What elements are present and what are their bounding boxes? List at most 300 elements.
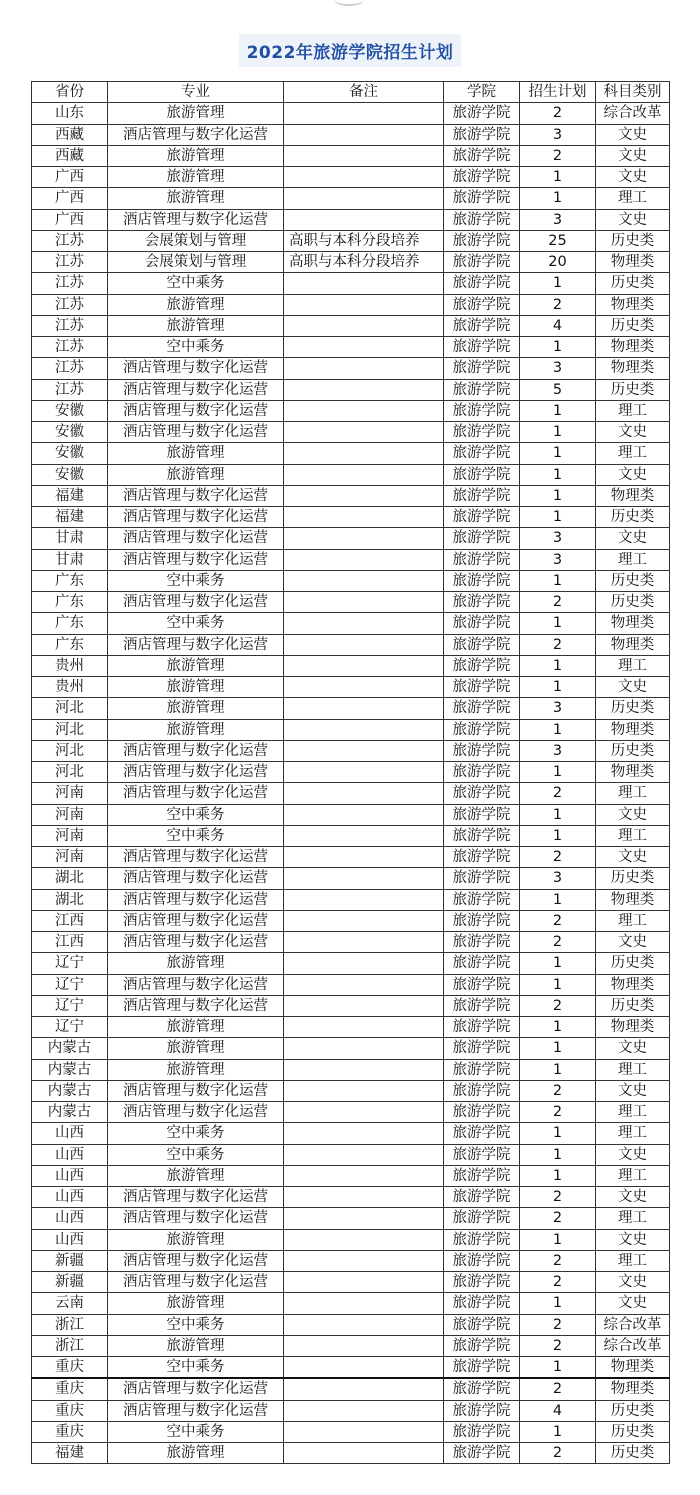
cell-subject-type: 历史类: [596, 1421, 670, 1442]
table-row: [32, 634, 670, 655]
cell-college: 旅游学院: [444, 932, 520, 953]
cell-major: 旅游管理: [108, 719, 284, 740]
cell-note: [284, 1272, 444, 1293]
cell-major: 空中乘务: [108, 1123, 284, 1144]
cell-province: 辽宁: [32, 974, 108, 995]
table-row: [32, 1080, 670, 1101]
cell-college: 旅游学院: [444, 145, 520, 166]
cell-plan-count: 2: [520, 1208, 596, 1229]
cell-note: [284, 740, 444, 761]
cell-subject-type: 理工: [596, 549, 670, 570]
cell-plan-count: 2: [520, 634, 596, 655]
table-row: [32, 422, 670, 443]
cell-major: 旅游管理: [108, 188, 284, 209]
cell-subject-type: 历史类: [596, 273, 670, 294]
cell-note: [284, 1443, 444, 1464]
table-row: [32, 719, 670, 740]
cell-note: [284, 464, 444, 485]
cell-major: 酒店管理与数字化运营: [108, 868, 284, 889]
cell-subject-type: 历史类: [596, 1443, 670, 1464]
cell-note: [284, 1378, 444, 1400]
cell-major: 旅游管理: [108, 698, 284, 719]
cell-note: [284, 1144, 444, 1165]
cell-major: 空中乘务: [108, 1421, 284, 1442]
cell-province: 安徽: [32, 464, 108, 485]
cell-subject-type: 历史类: [596, 698, 670, 719]
table-row: [32, 932, 670, 953]
page-title: 2022年旅游学院招生计划: [239, 34, 462, 67]
cell-college: 旅游学院: [444, 1229, 520, 1250]
cell-province: 山西: [32, 1165, 108, 1186]
table-row: [32, 1250, 670, 1271]
cell-college: 旅游学院: [444, 443, 520, 464]
cell-note: [284, 443, 444, 464]
cell-subject-type: 物理类: [596, 719, 670, 740]
table-row: [32, 1144, 670, 1165]
cell-note: [284, 528, 444, 549]
cell-note: [284, 910, 444, 931]
cell-major: 旅游管理: [108, 1059, 284, 1080]
cell-province: 广东: [32, 613, 108, 634]
table-row: [32, 1187, 670, 1208]
cell-note: [284, 1293, 444, 1314]
cell-province: 山西: [32, 1208, 108, 1229]
cell-note: [284, 570, 444, 591]
cell-major: 酒店管理与数字化运营: [108, 549, 284, 570]
table-row: [32, 230, 670, 251]
cell-subject-type: 物理类: [596, 1017, 670, 1038]
cell-major: 酒店管理与数字化运营: [108, 1080, 284, 1101]
cell-college: 旅游学院: [444, 889, 520, 910]
cell-province: 江苏: [32, 294, 108, 315]
cell-note: [284, 719, 444, 740]
cell-plan-count: 2: [520, 995, 596, 1016]
cell-plan-count: 1: [520, 613, 596, 634]
cell-major: 酒店管理与数字化运营: [108, 783, 284, 804]
cell-province: 安徽: [32, 422, 108, 443]
cell-subject-type: 文史: [596, 804, 670, 825]
cell-subject-type: 理工: [596, 1102, 670, 1123]
header-college: 学院: [444, 82, 520, 103]
cell-major: 旅游管理: [108, 464, 284, 485]
table-row: [32, 252, 670, 273]
cell-province: 山西: [32, 1123, 108, 1144]
table-row: [32, 1272, 670, 1293]
cell-plan-count: 1: [520, 825, 596, 846]
cell-college: 旅游学院: [444, 528, 520, 549]
cell-province: 重庆: [32, 1378, 108, 1400]
cell-province: 江苏: [32, 379, 108, 400]
cell-college: 旅游学院: [444, 1335, 520, 1356]
cell-college: 旅游学院: [444, 1080, 520, 1101]
cell-college: 旅游学院: [444, 698, 520, 719]
cell-subject-type: 文史: [596, 209, 670, 230]
cell-college: 旅游学院: [444, 740, 520, 761]
cell-college: 旅游学院: [444, 592, 520, 613]
cell-province: 河北: [32, 740, 108, 761]
cell-province: 广西: [32, 209, 108, 230]
cell-note: [284, 825, 444, 846]
cell-major: 旅游管理: [108, 1038, 284, 1059]
cell-province: 福建: [32, 507, 108, 528]
cell-college: 旅游学院: [444, 677, 520, 698]
cell-major: 旅游管理: [108, 294, 284, 315]
cell-subject-type: 文史: [596, 167, 670, 188]
cell-major: 酒店管理与数字化运营: [108, 1187, 284, 1208]
cell-subject-type: 理工: [596, 443, 670, 464]
table-row: [32, 315, 670, 336]
cell-major: 酒店管理与数字化运营: [108, 1272, 284, 1293]
cell-college: 旅游学院: [444, 167, 520, 188]
cell-college: 旅游学院: [444, 868, 520, 889]
cell-subject-type: 文史: [596, 422, 670, 443]
cell-note: [284, 103, 444, 124]
enrollment-plan-table: [31, 81, 670, 1464]
cell-major: 酒店管理与数字化运营: [108, 932, 284, 953]
cell-major: 旅游管理: [108, 167, 284, 188]
cell-plan-count: 2: [520, 910, 596, 931]
cell-subject-type: 文史: [596, 1293, 670, 1314]
cell-major: 酒店管理与数字化运营: [108, 358, 284, 379]
cell-note: [284, 1059, 444, 1080]
table-row: [32, 889, 670, 910]
table-row: [32, 1335, 670, 1356]
table-row: [32, 507, 670, 528]
cell-note: [284, 974, 444, 995]
cell-province: 广西: [32, 167, 108, 188]
table-row: [32, 1293, 670, 1314]
cell-major: 酒店管理与数字化运营: [108, 762, 284, 783]
cell-province: 新疆: [32, 1272, 108, 1293]
cell-note: [284, 1421, 444, 1442]
table-row: [32, 1229, 670, 1250]
cell-college: 旅游学院: [444, 315, 520, 336]
cell-subject-type: 文史: [596, 677, 670, 698]
cell-plan-count: 1: [520, 507, 596, 528]
cell-plan-count: 2: [520, 1080, 596, 1101]
cell-province: 江苏: [32, 230, 108, 251]
cell-subject-type: 理工: [596, 1123, 670, 1144]
cell-major: 酒店管理与数字化运营: [108, 889, 284, 910]
cell-college: 旅游学院: [444, 1357, 520, 1379]
table-row: [32, 1038, 670, 1059]
cell-plan-count: 4: [520, 1400, 596, 1421]
cell-note: [284, 655, 444, 676]
cell-college: 旅游学院: [444, 655, 520, 676]
cell-note: [284, 1250, 444, 1271]
table-row: [32, 1017, 670, 1038]
cell-subject-type: 文史: [596, 1187, 670, 1208]
cell-plan-count: 1: [520, 953, 596, 974]
cell-major: 酒店管理与数字化运营: [108, 209, 284, 230]
cell-province: 贵州: [32, 655, 108, 676]
table-row: [32, 1102, 670, 1123]
cell-note: [284, 485, 444, 506]
cell-major: 酒店管理与数字化运营: [108, 995, 284, 1016]
cell-college: 旅游学院: [444, 1272, 520, 1293]
cell-college: 旅游学院: [444, 1208, 520, 1229]
cell-subject-type: 文史: [596, 464, 670, 485]
cell-note: [284, 1400, 444, 1421]
cell-province: 新疆: [32, 1250, 108, 1271]
cell-province: 广东: [32, 592, 108, 613]
cell-college: 旅游学院: [444, 1017, 520, 1038]
table-row: [32, 847, 670, 868]
cell-plan-count: 1: [520, 443, 596, 464]
cell-subject-type: 物理类: [596, 485, 670, 506]
table-row: [32, 400, 670, 421]
cell-major: 旅游管理: [108, 953, 284, 974]
cell-subject-type: 历史类: [596, 1400, 670, 1421]
cell-subject-type: 文史: [596, 1144, 670, 1165]
table-row: [32, 1314, 670, 1335]
cell-plan-count: 2: [520, 103, 596, 124]
cell-subject-type: 历史类: [596, 592, 670, 613]
table-row: [32, 995, 670, 1016]
cell-subject-type: 综合改革: [596, 1314, 670, 1335]
cell-major: 酒店管理与数字化运营: [108, 974, 284, 995]
cell-plan-count: 1: [520, 655, 596, 676]
cell-plan-count: 1: [520, 400, 596, 421]
cell-college: 旅游学院: [444, 1314, 520, 1335]
cell-province: 辽宁: [32, 1017, 108, 1038]
cell-province: 河北: [32, 719, 108, 740]
table-row: [32, 592, 670, 613]
cell-subject-type: 文史: [596, 847, 670, 868]
cell-subject-type: 文史: [596, 1229, 670, 1250]
cell-subject-type: 文史: [596, 1038, 670, 1059]
cell-note: [284, 1335, 444, 1356]
cell-college: 旅游学院: [444, 1378, 520, 1400]
cell-major: 旅游管理: [108, 103, 284, 124]
cell-note: [284, 995, 444, 1016]
cell-major: 酒店管理与数字化运营: [108, 422, 284, 443]
cell-province: 内蒙古: [32, 1038, 108, 1059]
cell-subject-type: 物理类: [596, 762, 670, 783]
table-row: [32, 337, 670, 358]
cell-subject-type: 历史类: [596, 868, 670, 889]
cell-plan-count: 3: [520, 549, 596, 570]
cell-college: 旅游学院: [444, 422, 520, 443]
header-note: 备注: [284, 82, 444, 103]
cell-college: 旅游学院: [444, 1187, 520, 1208]
table-row: [32, 655, 670, 676]
cell-note: [284, 124, 444, 145]
cell-note: [284, 209, 444, 230]
cell-major: 酒店管理与数字化运营: [108, 1378, 284, 1400]
cell-college: 旅游学院: [444, 485, 520, 506]
cell-province: 安徽: [32, 400, 108, 421]
cell-college: 旅游学院: [444, 358, 520, 379]
cell-major: 酒店管理与数字化运营: [108, 910, 284, 931]
cell-province: 山东: [32, 103, 108, 124]
cell-college: 旅游学院: [444, 1293, 520, 1314]
cell-plan-count: 3: [520, 209, 596, 230]
cell-plan-count: 2: [520, 932, 596, 953]
cell-plan-count: 1: [520, 719, 596, 740]
cell-subject-type: 物理类: [596, 974, 670, 995]
cell-major: 旅游管理: [108, 1165, 284, 1186]
cell-plan-count: 1: [520, 974, 596, 995]
cell-subject-type: 物理类: [596, 1378, 670, 1400]
cell-major: 空中乘务: [108, 337, 284, 358]
table-row: [32, 1357, 670, 1379]
cell-province: 内蒙古: [32, 1102, 108, 1123]
cell-college: 旅游学院: [444, 804, 520, 825]
cell-major: 旅游管理: [108, 1293, 284, 1314]
cell-major: 旅游管理: [108, 315, 284, 336]
cell-province: 江西: [32, 910, 108, 931]
cell-major: 空中乘务: [108, 1314, 284, 1335]
cell-major: 酒店管理与数字化运营: [108, 1250, 284, 1271]
cell-plan-count: 2: [520, 783, 596, 804]
cell-major: 空中乘务: [108, 825, 284, 846]
cell-plan-count: 1: [520, 677, 596, 698]
cell-college: 旅游学院: [444, 1102, 520, 1123]
cell-subject-type: 理工: [596, 1059, 670, 1080]
cell-note: [284, 294, 444, 315]
cell-note: [284, 698, 444, 719]
cell-plan-count: 3: [520, 868, 596, 889]
table-row: [32, 677, 670, 698]
cell-college: 旅游学院: [444, 379, 520, 400]
table-row: [32, 1208, 670, 1229]
cell-province: 河北: [32, 762, 108, 783]
table-row: [32, 868, 670, 889]
cell-subject-type: 历史类: [596, 740, 670, 761]
cell-college: 旅游学院: [444, 294, 520, 315]
cell-province: 内蒙古: [32, 1059, 108, 1080]
cell-plan-count: 2: [520, 1250, 596, 1271]
table-row: [32, 825, 670, 846]
cell-note: [284, 932, 444, 953]
cell-plan-count: 25: [520, 230, 596, 251]
cell-note: [284, 549, 444, 570]
cell-note: [284, 1017, 444, 1038]
cell-plan-count: 3: [520, 528, 596, 549]
cell-major: 旅游管理: [108, 655, 284, 676]
cell-college: 旅游学院: [444, 1123, 520, 1144]
cell-province: 辽宁: [32, 953, 108, 974]
cell-subject-type: 理工: [596, 1165, 670, 1186]
cell-plan-count: 1: [520, 1059, 596, 1080]
cell-province: 浙江: [32, 1335, 108, 1356]
cell-note: [284, 1208, 444, 1229]
cell-province: 重庆: [32, 1421, 108, 1442]
cell-province: 江苏: [32, 273, 108, 294]
cell-note: 高职与本科分段培养: [284, 230, 444, 251]
cell-plan-count: 2: [520, 1102, 596, 1123]
cell-plan-count: 3: [520, 358, 596, 379]
cell-note: [284, 337, 444, 358]
table-row: [32, 443, 670, 464]
cell-plan-count: 20: [520, 252, 596, 273]
cell-subject-type: 物理类: [596, 613, 670, 634]
cell-note: [284, 273, 444, 294]
table-row: [32, 1165, 670, 1186]
cell-province: 湖北: [32, 868, 108, 889]
table-row: [32, 358, 670, 379]
cell-plan-count: 2: [520, 847, 596, 868]
cell-major: 旅游管理: [108, 1443, 284, 1464]
cell-major: 空中乘务: [108, 613, 284, 634]
table-row: [32, 953, 670, 974]
cell-college: 旅游学院: [444, 1443, 520, 1464]
cell-plan-count: 2: [520, 1378, 596, 1400]
cell-major: 空中乘务: [108, 1357, 284, 1379]
cell-subject-type: 理工: [596, 910, 670, 931]
cell-major: 旅游管理: [108, 1017, 284, 1038]
table-row: [32, 294, 670, 315]
cell-province: 甘肃: [32, 549, 108, 570]
cell-subject-type: 历史类: [596, 570, 670, 591]
cell-subject-type: 物理类: [596, 1357, 670, 1379]
cell-plan-count: 1: [520, 1017, 596, 1038]
cell-college: 旅游学院: [444, 762, 520, 783]
cell-major: 酒店管理与数字化运营: [108, 507, 284, 528]
cell-subject-type: 理工: [596, 1250, 670, 1271]
cell-college: 旅游学院: [444, 103, 520, 124]
cell-subject-type: 文史: [596, 1272, 670, 1293]
cell-major: 空中乘务: [108, 570, 284, 591]
table-row: [32, 740, 670, 761]
cell-note: [284, 804, 444, 825]
cell-province: 江苏: [32, 337, 108, 358]
table-row: [32, 103, 670, 124]
table-row: [32, 1123, 670, 1144]
cell-subject-type: 文史: [596, 124, 670, 145]
cell-plan-count: 1: [520, 167, 596, 188]
cell-plan-count: 2: [520, 1443, 596, 1464]
cell-college: 旅游学院: [444, 337, 520, 358]
cell-major: 酒店管理与数字化运营: [108, 379, 284, 400]
cell-major: 旅游管理: [108, 443, 284, 464]
cell-province: 重庆: [32, 1357, 108, 1379]
cell-college: 旅游学院: [444, 847, 520, 868]
cell-note: 高职与本科分段培养: [284, 252, 444, 273]
cell-plan-count: 2: [520, 1187, 596, 1208]
header-subject-type: 科目类别: [596, 82, 670, 103]
cell-college: 旅游学院: [444, 230, 520, 251]
cell-province: 湖北: [32, 889, 108, 910]
cell-note: [284, 167, 444, 188]
cell-college: 旅游学院: [444, 252, 520, 273]
cell-province: 重庆: [32, 1400, 108, 1421]
cell-province: 山西: [32, 1229, 108, 1250]
cell-major: 酒店管理与数字化运营: [108, 1400, 284, 1421]
cell-note: [284, 1229, 444, 1250]
cell-plan-count: 1: [520, 1421, 596, 1442]
cell-plan-count: 2: [520, 1272, 596, 1293]
cell-province: 西藏: [32, 124, 108, 145]
cell-province: 贵州: [32, 677, 108, 698]
cell-note: [284, 847, 444, 868]
cell-college: 旅游学院: [444, 400, 520, 421]
top-decoration: [334, 0, 364, 6]
cell-plan-count: 1: [520, 464, 596, 485]
table-row: [32, 910, 670, 931]
cell-province: 江苏: [32, 358, 108, 379]
cell-subject-type: 历史类: [596, 230, 670, 251]
cell-college: 旅游学院: [444, 719, 520, 740]
table-row: [32, 528, 670, 549]
cell-major: 酒店管理与数字化运营: [108, 124, 284, 145]
cell-college: 旅游学院: [444, 464, 520, 485]
cell-college: 旅游学院: [444, 634, 520, 655]
cell-subject-type: 文史: [596, 145, 670, 166]
cell-plan-count: 1: [520, 762, 596, 783]
cell-plan-count: 1: [520, 422, 596, 443]
